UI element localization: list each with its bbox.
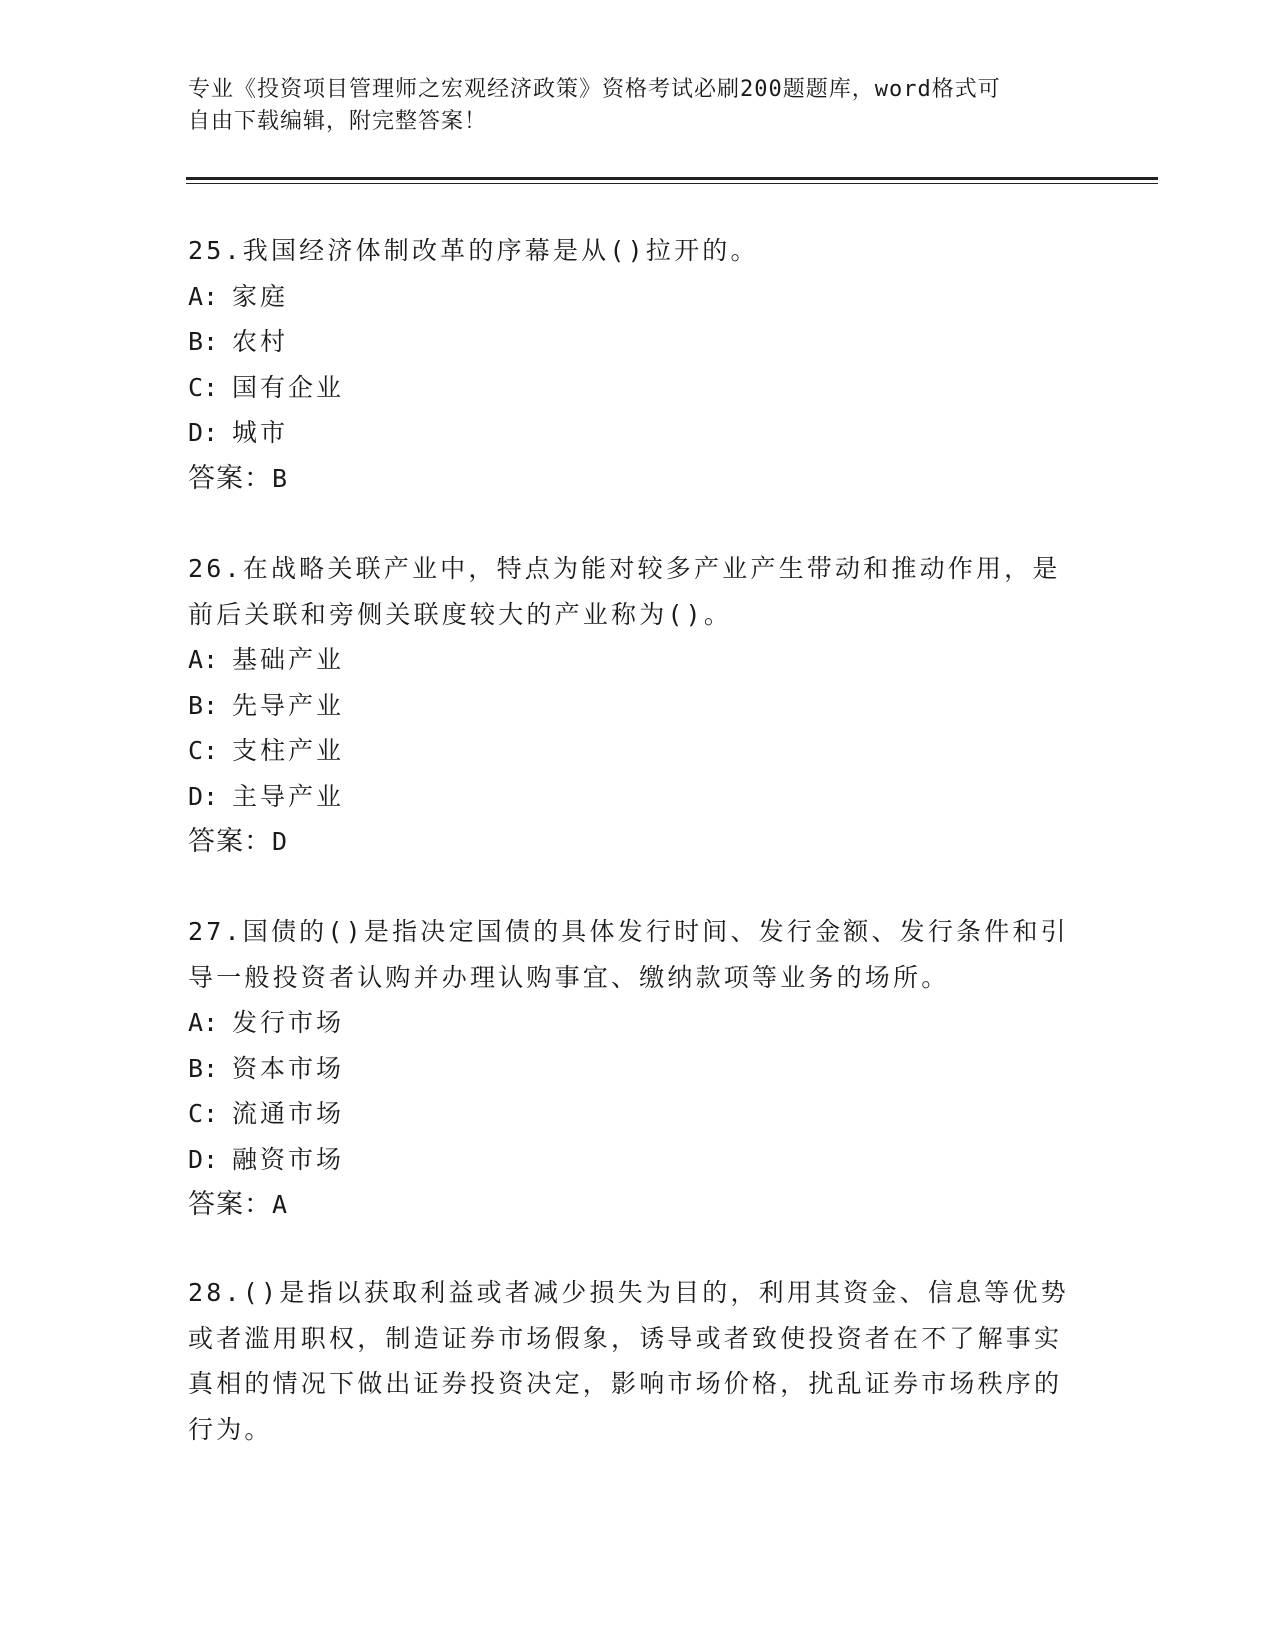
question-28: [188, 1270, 1088, 1452]
answer-label: 答案：: [188, 462, 272, 494]
option-d: [188, 410, 1088, 456]
option-a: [188, 1000, 1088, 1046]
question-stem: [188, 228, 1088, 274]
question-text: 在战略关联产业中，特点为能对较多产业产生带动和推动作用，是前后关联和旁侧关联度较大的产业称为()。: [188, 554, 1061, 629]
question-text: ()是指以获取利益或者减少损失为目的，利用其资金、信息等优势或者滥用职权，制造证券市场假象，诱导或者致使投资者在不了解事实真相的情况下做出证券投资决定，影响市场价格，扰乱证券市场秩序的行为。: [188, 1278, 1069, 1444]
answer-label: 答案：: [188, 1189, 272, 1220]
question-26: [188, 546, 1088, 864]
question-number: 27.: [188, 917, 243, 946]
option-text: 国有企业: [232, 372, 345, 402]
option-key: C:: [188, 372, 219, 402]
option-key: D:: [188, 418, 219, 447]
option-b: [188, 319, 1088, 365]
header-line-1: 专业《投资项目管理师之宏观经济政策》资格考试必刷200题题库，word格式可: [188, 77, 1001, 102]
option-key: B:: [188, 327, 219, 356]
option-key: C:: [188, 1099, 219, 1128]
option-key: D:: [188, 1144, 219, 1174]
option-list: [188, 637, 1088, 819]
option-d: [188, 774, 1088, 820]
option-c: [188, 1091, 1088, 1137]
option-text: 家庭: [232, 281, 289, 311]
answer-line: [188, 1182, 1088, 1227]
option-text: 基础产业: [232, 645, 345, 674]
option-a: [188, 637, 1088, 683]
option-text: 城市: [232, 418, 289, 447]
option-text: 资本市场: [232, 1053, 345, 1083]
option-key: A:: [188, 281, 219, 311]
option-a: [188, 274, 1088, 320]
option-list: [188, 1000, 1088, 1182]
option-c: [188, 728, 1088, 774]
option-key: D:: [188, 781, 219, 811]
question-stem: [188, 909, 1088, 1000]
option-text: 融资市场: [232, 1144, 345, 1174]
option-key: C:: [188, 736, 219, 765]
option-d: [188, 1137, 1088, 1183]
option-text: 发行市场: [232, 1008, 345, 1037]
header-divider-thick: [186, 177, 1158, 180]
option-key: B:: [188, 1053, 219, 1083]
option-b: [188, 1046, 1088, 1092]
option-text: 先导产业: [232, 690, 345, 720]
option-b: [188, 683, 1088, 729]
answer-value: D: [272, 827, 289, 856]
option-text: 农村: [232, 327, 289, 356]
question-stem: [188, 1270, 1088, 1452]
option-text: 流通市场: [232, 1099, 345, 1128]
answer-label: 答案：: [188, 826, 272, 857]
question-number: 25.: [188, 236, 243, 265]
document-header: [188, 74, 1068, 138]
answer-value: A: [272, 1190, 289, 1219]
option-key: B:: [188, 690, 219, 720]
question-number: 28.: [188, 1278, 243, 1307]
option-list: [188, 274, 1088, 456]
option-key: A:: [188, 645, 219, 674]
question-text: 我国经济体制改革的序幕是从()拉开的。: [242, 236, 759, 265]
option-key: A:: [188, 1008, 219, 1037]
option-text: 支柱产业: [232, 736, 345, 765]
question-25: [188, 228, 1088, 501]
header-divider-thin: [186, 183, 1158, 184]
question-text: 国债的()是指决定国债的具体发行时间、发行金额、发行条件和引导一般投资者认购并办理认购事宜、缴纳款项等业务的场所。: [188, 917, 1069, 992]
header-line-2: 自由下载编辑，附完整答案！: [188, 109, 488, 134]
option-c: [188, 365, 1088, 411]
question-stem: [188, 546, 1088, 637]
question-number: 26.: [188, 554, 243, 583]
option-text: 主导产业: [232, 781, 345, 811]
question-27: [188, 909, 1088, 1227]
answer-line: [188, 456, 1088, 501]
answer-line: [188, 819, 1088, 864]
answer-value: B: [272, 463, 289, 493]
